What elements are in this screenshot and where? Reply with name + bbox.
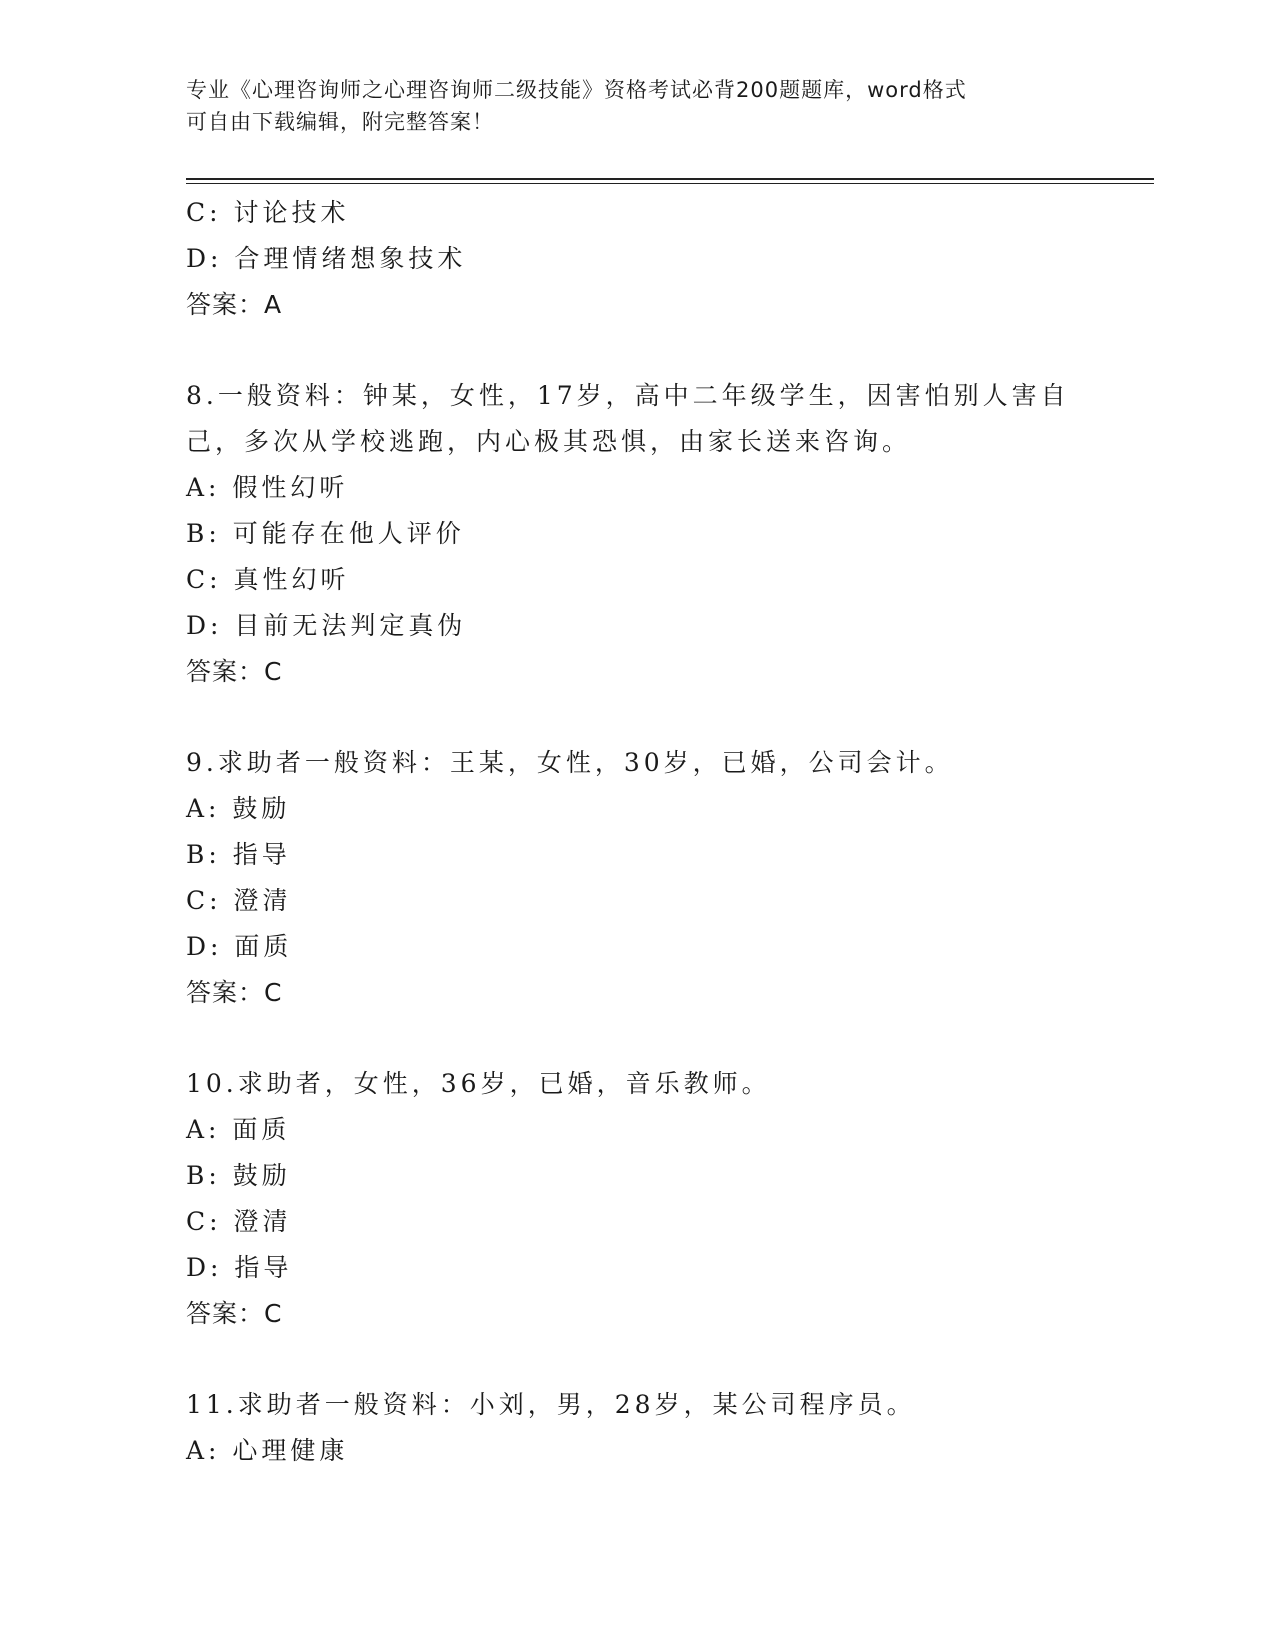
question-gap [186, 1337, 1086, 1382]
question-stem: 9.求助者一般资料：王某，女性，30岁，已婚，公司会计。 [186, 748, 954, 777]
question-stem: 10.求助者，女性，36岁，已婚，音乐教师。 [186, 1069, 771, 1098]
option-b: B: 可能存在他人评价 [186, 519, 465, 548]
question-stem-line-1: 8.一般资料：钟某，女性，17岁，高中二年级学生，因害怕别人害自 [186, 381, 1070, 410]
option-b: B: 指导 [186, 840, 291, 869]
question-gap [186, 695, 1086, 740]
header-divider-thin [186, 183, 1154, 184]
question-11 [186, 1382, 1086, 1474]
header-divider-thick [186, 178, 1154, 180]
question-stem: 11.求助者一般资料：小刘，男，28岁，某公司程序员。 [186, 1390, 916, 1419]
option-d: D: 合理情绪想象技术 [186, 244, 467, 273]
option-a: A: 心理健康 [186, 1436, 349, 1465]
question-list [186, 190, 1086, 1474]
header-title-line-1: 专业《心理咨询师之心理咨询师二级技能》资格考试必背200题题库，word格式 [186, 78, 967, 102]
option-a: A: 面质 [186, 1115, 291, 1144]
option-c: C: 澄清 [186, 1207, 292, 1236]
header-title-line-2: 可自由下载编辑，附完整答案！ [186, 110, 494, 134]
question-stem-line-2: 己，多次从学校逃跑，内心极其恐惧，由家长送来咨询。 [186, 427, 912, 456]
question-8 [186, 373, 1086, 695]
answer-line: 答案：C [186, 1299, 283, 1328]
answer-line: 答案：C [186, 978, 283, 1007]
answer-line: 答案：C [186, 657, 283, 686]
option-d: D: 目前无法判定真伪 [186, 611, 467, 640]
option-d: D: 面质 [186, 932, 293, 961]
option-c: C: 澄清 [186, 886, 292, 915]
document-header [186, 74, 1066, 138]
answer-line: 答案：A [186, 290, 283, 319]
question-9 [186, 740, 1086, 1016]
question-7-fragment [186, 190, 1086, 328]
question-gap [186, 1016, 1086, 1061]
option-a: A: 鼓励 [186, 794, 291, 823]
question-gap [186, 328, 1086, 373]
option-a: A: 假性幻听 [186, 473, 349, 502]
option-c: C: 讨论技术 [186, 198, 350, 227]
option-c: C: 真性幻听 [186, 565, 350, 594]
option-d: D: 指导 [186, 1253, 293, 1282]
question-10 [186, 1061, 1086, 1337]
option-b: B: 鼓励 [186, 1161, 291, 1190]
